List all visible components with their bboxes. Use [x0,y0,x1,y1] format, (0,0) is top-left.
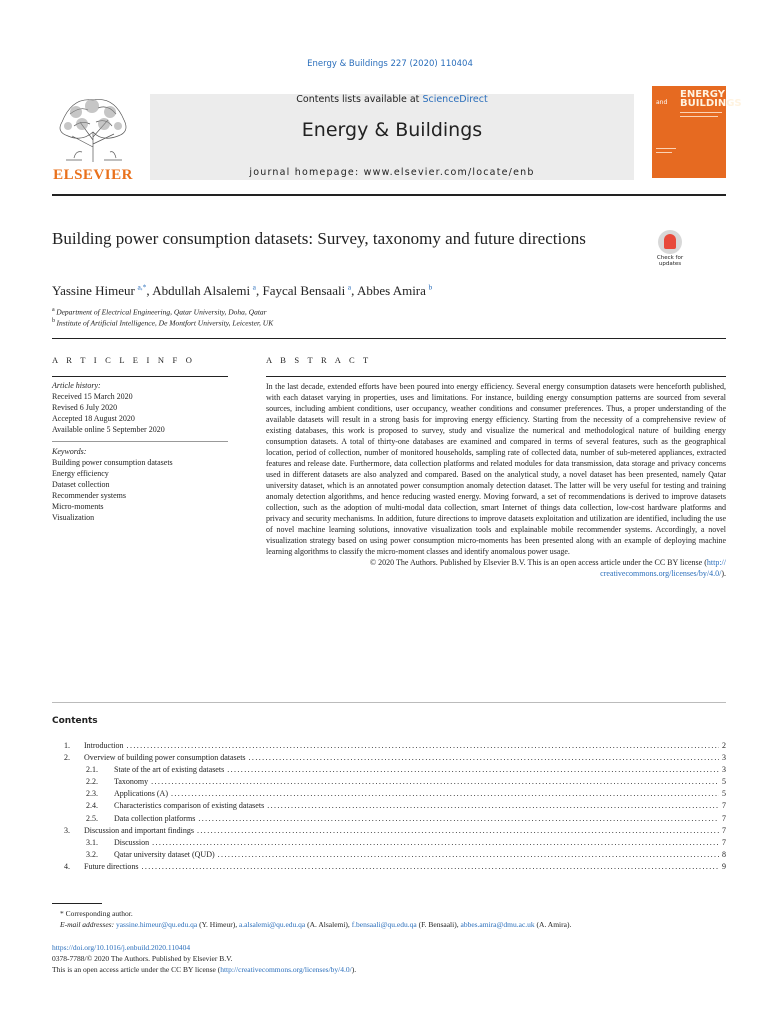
crossmark-line1: Check for [656,255,684,261]
toc-title[interactable]: State of the art of existing datasets [114,765,225,775]
abstract-body [266,381,726,579]
toc-leader-dots [127,740,719,752]
email-owner: (A. Amira). [536,920,572,929]
toc-number: 2.3. [86,789,98,799]
footnotes [52,908,726,930]
toc-page-number[interactable]: 5 [722,789,726,799]
keyword: Micro-moments [52,502,104,511]
author[interactable]: Yassine Himeur $^{a,*}$, [52,283,153,299]
oa-suffix: ). [351,965,357,974]
keyword: Building power consumption datasets [52,458,173,467]
journal-cover-thumbnail[interactable] [652,86,742,178]
toc-page-number[interactable]: 5 [722,777,726,787]
license-link[interactable]: http:// [706,558,726,567]
toc-number: 4. [64,861,70,871]
toc-title[interactable]: Taxonomy [114,777,149,787]
toc-title[interactable]: Discussion [114,837,150,847]
toc-leader-dots [249,752,719,764]
toc-leader-dots [151,776,719,788]
elsevier-tree-icon [52,92,134,164]
contents-rule [52,702,726,703]
cover-title-line2: BUILDINGS [680,98,742,109]
author[interactable]: Abbes Amira $^b$ [356,283,433,299]
toc-page-number[interactable]: 7 [722,825,726,835]
author[interactable]: Faycal Bensaali $^a$, [262,283,357,299]
article-info [52,380,228,523]
toc-number: 2. [64,753,70,763]
email-owner: (Y. Himeur), [199,920,238,929]
toc-leader-dots [227,764,719,776]
homepage-label: journal homepage: [249,167,360,178]
article-identifiers [52,942,726,975]
toc-leader-dots [218,849,719,861]
affiliation: $^a$ Department of Electrical Engineering, Qatar University, Doha, Qatar [52,307,267,317]
toc-page-number[interactable]: 9 [722,861,726,871]
cover-decoration [680,112,722,113]
license-statement [266,557,726,579]
toc-title[interactable]: Qatar university dataset (QUD) [114,849,215,859]
cover-decoration [680,116,718,117]
toc-page-number[interactable]: 8 [722,849,726,859]
contents-prefix: Contents lists available at [296,94,420,105]
abstract-rule [266,376,726,377]
article-info-heading: A R T I C L E I N F O [52,355,196,365]
cover-decoration [656,152,672,153]
doi-link[interactable]: https://doi.org/10.1016/j.enbuild.2020.110404 [52,943,191,952]
email-label: E-mail addresses: [60,920,115,929]
toc-entry[interactable] [52,861,726,873]
toc-title[interactable]: Future directions [84,861,139,871]
corresponding-author-note: * Corresponding author. [60,909,133,918]
journal-homepage [150,167,634,178]
toc-number: 1. [64,741,70,750]
sciencedirect-link[interactable]: ScienceDirect [422,94,488,105]
toc-entry[interactable] [52,825,726,837]
toc-entry[interactable] [52,752,726,764]
keyword: Energy efficiency [52,469,109,478]
footnote-rule [52,903,102,904]
cover-decoration [656,148,676,149]
keyword: Dataset collection [52,480,110,489]
toc-number: 3.2. [86,849,98,859]
toc-page-number[interactable]: 3 [722,765,726,775]
abstract-heading: A B S T R A C T [266,355,372,365]
toc-leader-dots [141,861,719,873]
email-link[interactable]: a.alsalemi@qu.edu.qa [238,920,306,929]
toc-number: 3.1. [86,837,98,847]
header-rule [52,194,726,196]
email-owner: (F. Bensaali), [418,920,459,929]
toc-entry[interactable] [52,800,726,812]
keyword: Visualization [52,513,95,522]
email-addresses [52,919,726,930]
open-access-statement [52,964,726,975]
toc-leader-dots [267,800,719,812]
toc-page-number[interactable]: 7 [722,813,726,823]
toc-title[interactable]: Applications (A) [114,789,168,799]
email-owner: (A. Alsalemi), [307,920,350,929]
toc-title[interactable]: Introduction [84,741,124,750]
homepage-link[interactable]: www.elsevier.com/locate/enb [363,167,535,178]
toc-title[interactable]: Characteristics comparison of existing datasets [114,801,265,811]
email-link[interactable]: yassine.himeur@qu.edu.qa [115,920,198,929]
info-divider [52,441,228,442]
abstract-text: In the last decade, extended efforts have been poured into energy efficiency. Several energy consumption datasets were henceforth published, with each dataset varying in properties, uses and limitations. For instance, building energy consumption patterns are sourced from several sources, including ambient conditions, user occupancy, weather conditions and consumer preferences. Thus, a proper understanding of the available datasets will result in a strong basis for improving energy efficiency. Starting from the necessity of a comprehensive review of existing databases, this work is proposed to survey, study and visualize the numerical and methodological nature of building energy consumption datasets. A total of thirty-one databases are examined and compared in terms of several features, such as the geographical location, period of collection, number of monitored households, sampling rate of collected data, number of sub-metered appliances, extracted features and release date. Furthermore, data collection platforms and related modules for data transmission, data storage and privacy concerns used in different datasets are also analyzed and compared. Based on the analytical study, a novel dataset has been presented, namely Qatar university dataset, which is an annotated power consumption anomaly detection dataset. The latter will be very useful for testing and training anomaly detection algorithms, and hence reducing wasted energy. Moving forward, a set of recommendations is derived to improve datasets collection, such as the adoption of multi-modal data collection, smart Internet of things data collection, low-cost hardware platforms and privacy and security mechanisms. In addition, future directions to improve datasets exploitation and utilization are identified, including the use of novel machine learning solutions, innovative visualization tools and explainable mobile recommender systems. Accordingly, a novel visualization strategy based on using power consumption micro-moments has been presented along with an example of deploying machine learning algorithms to classify the micro-moment classes and identify anomalous power usage. [266,382,726,556]
elsevier-logo [52,92,134,183]
affiliation: $^b$ Institute of Artificial Intelligence, De Montfort University, Leicester, UK [52,318,274,328]
keyword: Recommender systems [52,491,126,500]
cover-and: and [656,99,668,106]
cover-title-line1: ENERGY [680,89,725,100]
toc-title[interactable]: Overview of building power consumption datasets [84,753,246,763]
toc-leader-dots [171,788,719,800]
contents-heading: Contents [52,716,98,726]
toc-number: 3. [64,825,70,835]
toc-number: 2.5. [86,813,98,823]
toc-number: 2.4. [86,801,98,811]
email-link[interactable]: abbes.amira@dmu.ac.uk [460,920,535,929]
oa-prefix: This is an open access article under the CC BY license ( [52,965,221,974]
author[interactable]: Abdullah Alsalemi $^a$, [152,283,263,299]
toc-leader-dots [152,837,719,849]
article-title: Building power consumption datasets: Survey, taxonomy and future directions [52,229,586,248]
email-link[interactable]: f.bensaali@qu.edu.qa [351,920,417,929]
toc-page-number[interactable]: 7 [722,801,726,811]
cover-title [680,90,742,108]
license-link[interactable]: creativecommons.org/licenses/by/4.0/ [600,569,722,578]
crossmark-label [652,255,688,267]
oa-license-link[interactable]: http://creativecommons.org/licenses/by/4.0/ [220,965,352,974]
toc-page-number[interactable]: 3 [722,753,726,763]
toc-entry[interactable] [52,849,726,861]
toc-leader-dots [198,813,719,825]
history-item: Accepted 18 August 2020 [52,414,135,423]
toc-title[interactable]: Data collection platforms [114,813,196,823]
toc-entry[interactable] [52,776,726,788]
toc-entry[interactable] [52,837,726,849]
history-item: Available online 5 September 2020 [52,425,165,434]
toc-page-number[interactable]: 2 [722,741,726,750]
issn-copyright: 0378-7788/© 2020 The Authors. Published by Elsevier B.V. [52,954,233,963]
toc-entry[interactable] [52,813,726,825]
license-close: ). [721,569,726,578]
table-of-contents [52,740,726,873]
journal-reference[interactable]: Energy & Buildings 227 (2020) 110404 [307,59,473,69]
license-text: © 2020 The Authors. Published by Elsevier B.V. This is an open access article under the CC BY license ( [370,558,707,567]
crossmark-line2: updates [658,261,682,267]
elsevier-wordmark: ELSEVIER [53,167,133,183]
journal-title[interactable]: Energy & Buildings [301,119,483,141]
keywords-heading: Keywords: [52,447,87,456]
toc-page-number[interactable]: 7 [722,837,726,847]
crossmark-icon [658,230,682,254]
toc-entry[interactable] [52,764,726,776]
history-heading: Article history: [52,381,101,390]
journal-masthead [150,94,634,180]
article-info-rule [52,376,228,377]
toc-leader-dots [197,825,719,837]
toc-entry[interactable] [52,740,726,752]
history-item: Revised 6 July 2020 [52,403,118,412]
history-item: Received 15 March 2020 [52,392,133,401]
toc-entry[interactable] [52,788,726,800]
author-list [52,283,432,299]
contents-availability [150,94,634,105]
check-for-updates-badge[interactable] [652,230,688,268]
affiliations-rule [52,338,726,339]
toc-number: 2.1. [86,765,98,775]
toc-title[interactable]: Discussion and important findings [84,825,194,835]
toc-number: 2.2. [86,777,98,787]
